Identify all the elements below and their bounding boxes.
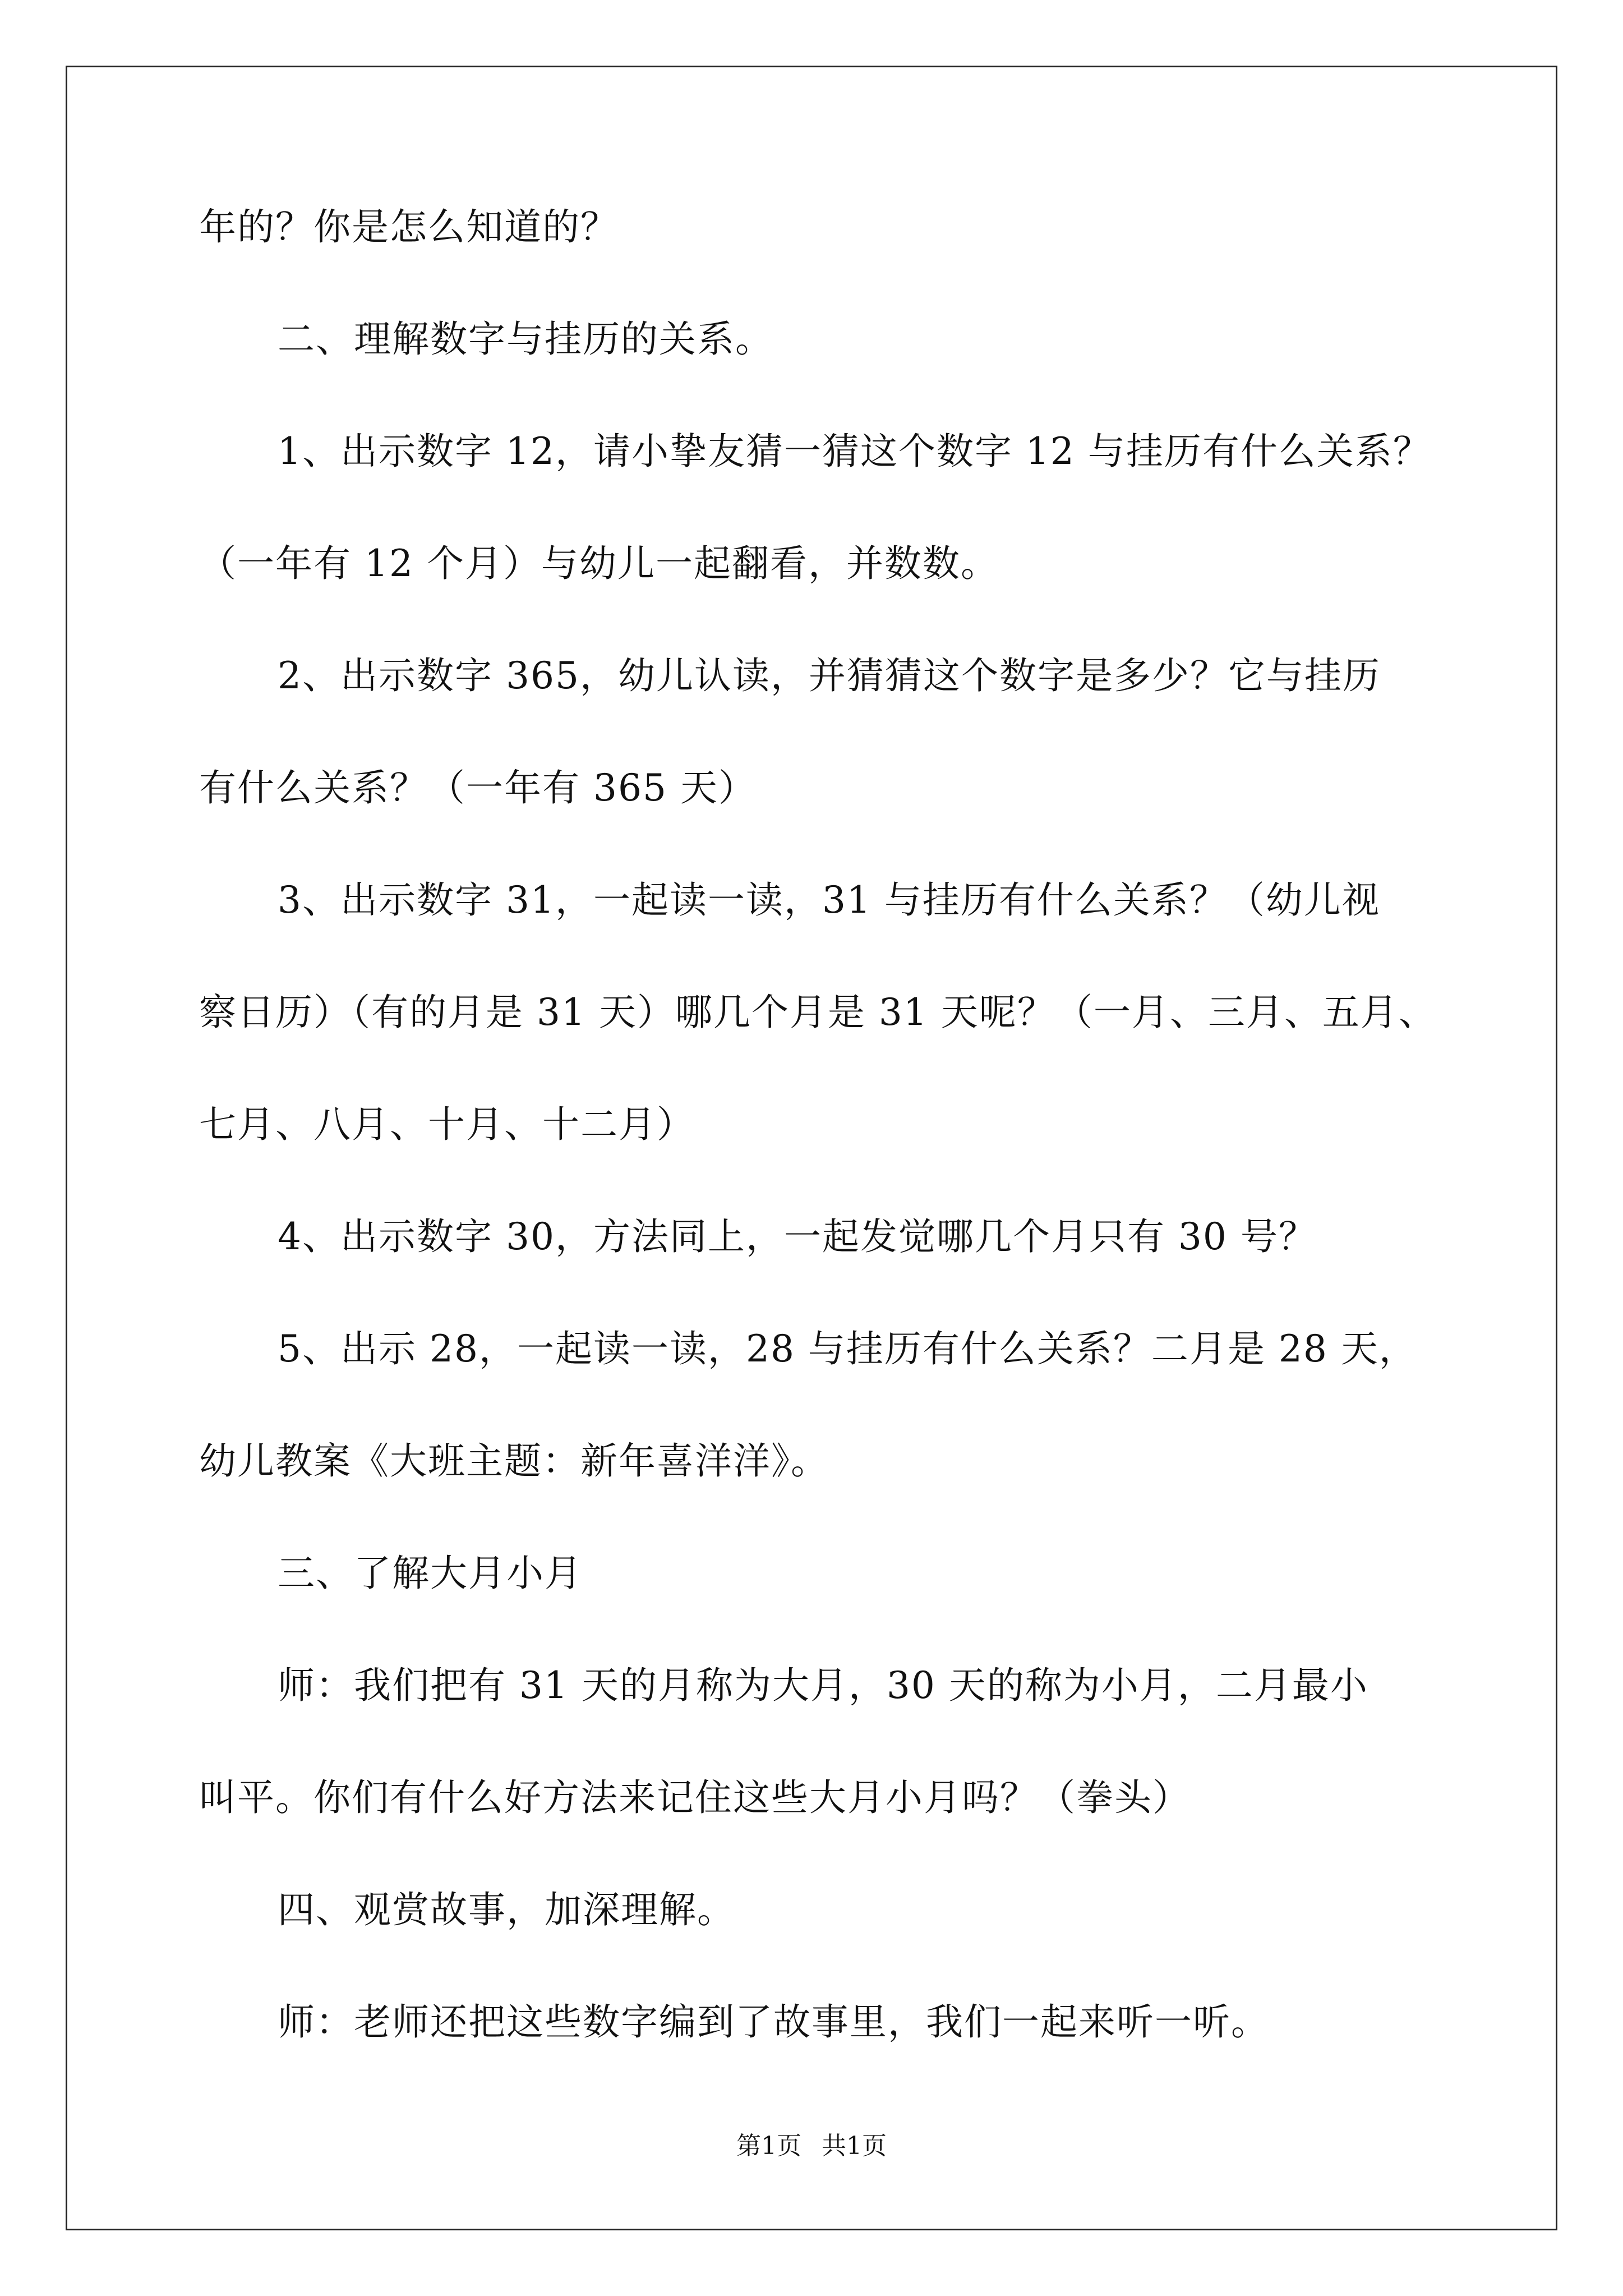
text-line: 察日历）（有的月是 31 天）哪几个月是 31 天呢？（一月、三月、五月、	[199, 991, 1437, 1034]
text-line: 师：我们把有 31 天的月称为大月，30 天的称为小月，二月最小	[278, 1664, 1368, 1707]
text-line: 1、出示数字 12，请小挚友猜一猜这个数字 12 与挂历有什么关系？	[278, 430, 1431, 473]
text-line: 幼儿教案《大班主题：新年喜洋洋》。	[199, 1439, 829, 1483]
section-heading: 二、理解数字与挂历的关系。	[278, 318, 773, 361]
section-heading: 三、了解大月小月	[278, 1552, 583, 1595]
text-line: 有什么关系？（一年有 365 天）	[199, 766, 757, 809]
text-line: 年的？你是怎么知道的？	[199, 205, 619, 249]
text-line: 2、出示数字 365，幼儿认读，并猜猜这个数字是多少？它与挂历	[278, 654, 1381, 697]
text-line: 5、出示 28，一起读一读，28 与挂历有什么关系？二月是 28 天，	[278, 1327, 1417, 1370]
text-line: 叫平。你们有什么好方法来记住这些大月小月吗？（拳头）	[199, 1776, 1191, 1819]
text-line: 4、出示数字 30，方法同上，一起发觉哪几个月只有 30 号？	[278, 1215, 1317, 1258]
page-total: 共1页	[822, 2132, 887, 2160]
text-line: 3、出示数字 31，一起读一读，31 与挂历有什么关系？（幼儿视	[278, 878, 1380, 922]
text-line: 七月、八月、十月、十二月）	[199, 1103, 695, 1146]
page-footer	[0, 2131, 1623, 2162]
section-heading: 四、观赏故事，加深理解。	[278, 1888, 735, 1931]
text-line: 师：老师还把这些数字编到了故事里，我们一起来听一听。	[278, 2000, 1269, 2044]
page-current: 第1页	[736, 2132, 801, 2160]
text-line: （一年有 12 个月）与幼儿一起翻看，并数数。	[199, 542, 999, 585]
